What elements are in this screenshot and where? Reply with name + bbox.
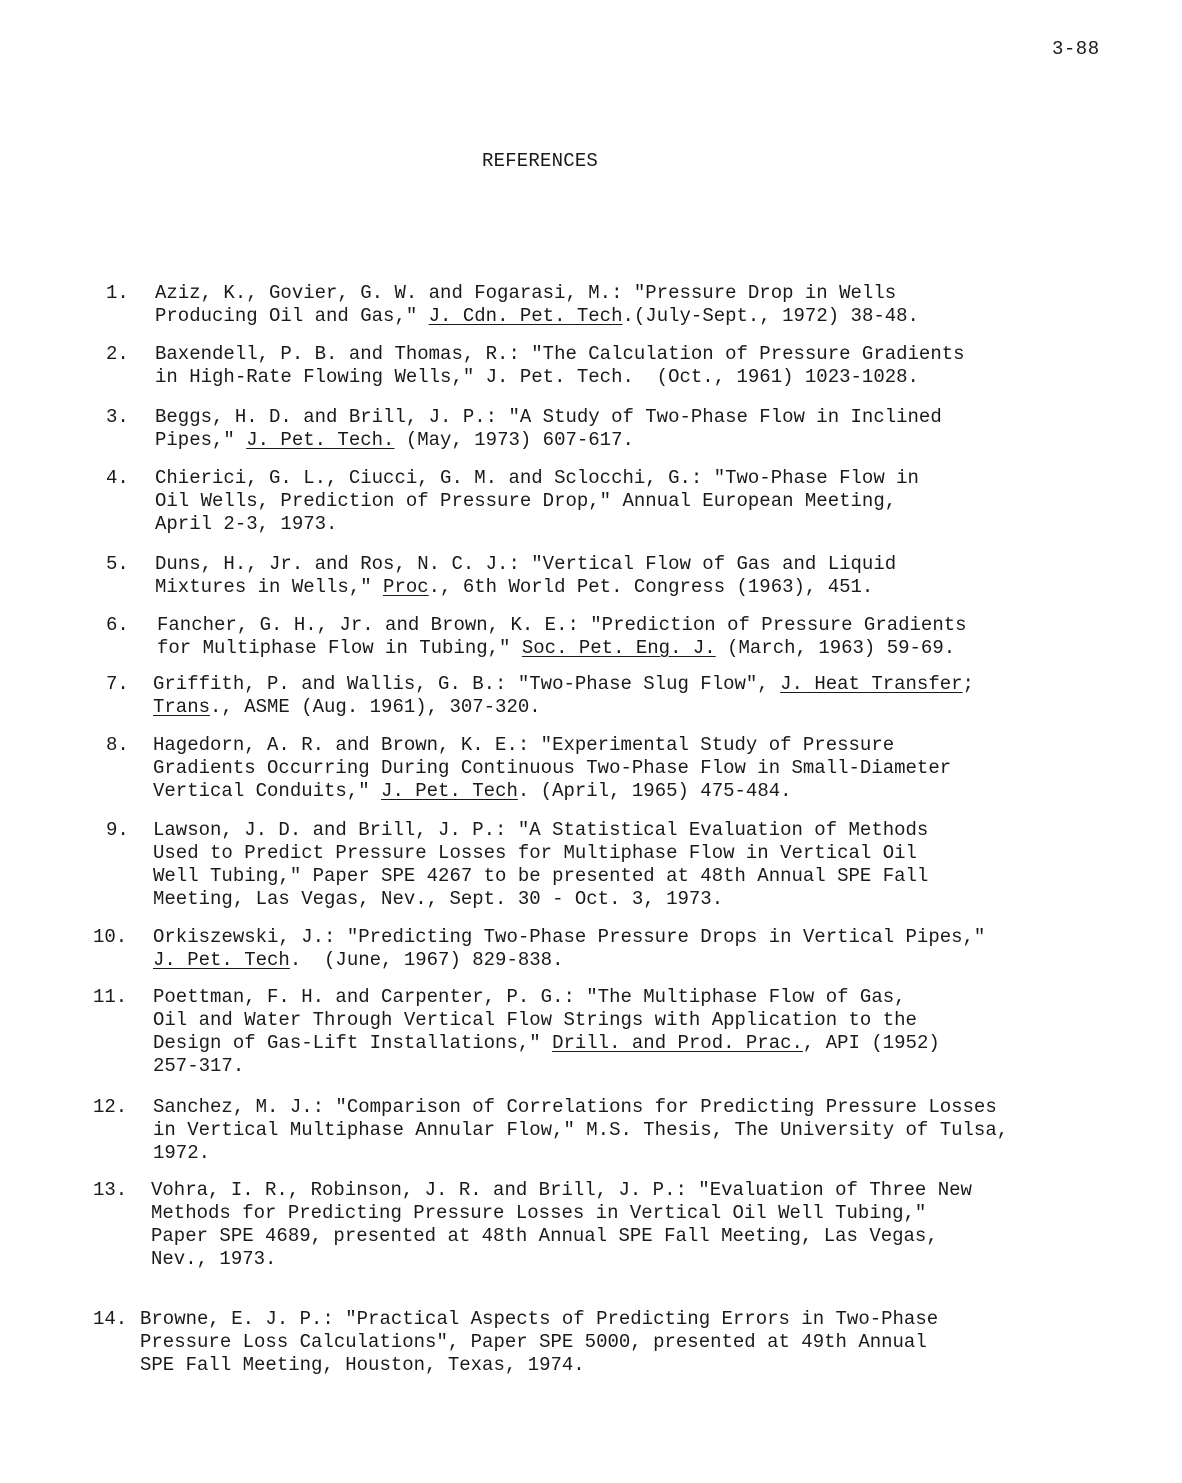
journal-title: J. Pet. Tech xyxy=(153,949,290,971)
reference-line: Producing Oil and Gas," J. Cdn. Pet. Tech.(July-Sept., 1972) 38-48. xyxy=(155,305,919,327)
reference-line: Duns, H., Jr. and Ros, N. C. J.: "Vertical Flow of Gas and Liquid xyxy=(155,553,897,575)
reference-line: Paper SPE 4689, presented at 48th Annual SPE Fall Meeting, Las Vegas, xyxy=(151,1225,938,1247)
journal-title: J. Cdn. Pet. Tech xyxy=(428,305,623,327)
journal-title: J. Pet. Tech xyxy=(381,780,518,802)
reference-line: Vertical Conduits," J. Pet. Tech. (April, 1965) 475-484. xyxy=(153,780,792,802)
reference-line: J. Pet. Tech. (June, 1967) 829-838. xyxy=(153,949,564,971)
reference-line: Chierici, G. L., Ciucci, G. M. and Sclocchi, G.: "Two-Phase Flow in xyxy=(155,467,919,489)
reference-line: Browne, E. J. P.: "Practical Aspects of Predicting Errors in Two-Phase xyxy=(140,1308,939,1330)
reference-line: in High-Rate Flowing Wells," J. Pet. Tech. (Oct., 1961) 1023-1028. xyxy=(155,366,919,388)
reference-line: Vohra, I. R., Robinson, J. R. and Brill, J. P.: "Evaluation of Three New xyxy=(151,1179,972,1201)
reference-line: Oil and Water Through Vertical Flow Strings with Application to the xyxy=(153,1009,917,1031)
reference-number: 1. xyxy=(106,282,129,304)
references-heading: REFERENCES xyxy=(482,150,599,172)
journal-title: Proc xyxy=(383,576,429,598)
reference-number: 10. xyxy=(93,926,128,948)
reference-line: for Multiphase Flow in Tubing," Soc. Pet. Eng. J. (March, 1963) 59-69. xyxy=(157,637,956,659)
reference-number: 2. xyxy=(106,343,129,365)
reference-number: 5. xyxy=(106,553,129,575)
reference-line: Meeting, Las Vegas, Nev., Sept. 30 - Oct. 3, 1973. xyxy=(153,888,724,910)
reference-number: 11. xyxy=(93,986,128,1008)
reference-number: 7. xyxy=(106,673,129,695)
reference-number: 8. xyxy=(106,734,129,756)
journal-title: J. Heat Transfer xyxy=(780,673,963,695)
reference-line: Trans., ASME (Aug. 1961), 307-320. xyxy=(153,696,541,718)
reference-line: SPE Fall Meeting, Houston, Texas, 1974. xyxy=(140,1354,585,1376)
reference-number: 4. xyxy=(106,467,129,489)
reference-line: Lawson, J. D. and Brill, J. P.: "A Statistical Evaluation of Methods xyxy=(153,819,929,841)
reference-line: Mixtures in Wells," Proc., 6th World Pet. Congress (1963), 451. xyxy=(155,576,874,598)
reference-number: 3. xyxy=(106,406,129,428)
reference-line: Aziz, K., Govier, G. W. and Fogarasi, M.: "Pressure Drop in Wells xyxy=(155,282,897,304)
journal-title: Drill. and Prod. Prac. xyxy=(552,1032,803,1054)
reference-line: Griffith, P. and Wallis, G. B.: "Two-Phase Slug Flow", J. Heat Transfer; xyxy=(153,673,974,695)
reference-line: Pressure Loss Calculations", Paper SPE 5000, presented at 49th Annual xyxy=(140,1331,927,1353)
reference-number: 6. xyxy=(106,614,129,636)
reference-line: Design of Gas-Lift Installations," Drill. and Prod. Prac., API (1952) xyxy=(153,1032,940,1054)
reference-line: Baxendell, P. B. and Thomas, R.: "The Calculation of Pressure Gradients xyxy=(155,343,965,365)
journal-title: Trans xyxy=(153,696,211,718)
reference-number: 9. xyxy=(106,819,129,841)
reference-line: Pipes," J. Pet. Tech. (May, 1973) 607-617. xyxy=(155,429,634,451)
reference-line: Beggs, H. D. and Brill, J. P.: "A Study of Two-Phase Flow in Inclined xyxy=(155,406,942,428)
reference-line: April 2-3, 1973. xyxy=(155,513,338,535)
reference-number: 14. xyxy=(93,1308,128,1330)
journal-title: Soc. Pet. Eng. J. xyxy=(521,637,716,659)
reference-number: 13. xyxy=(93,1179,128,1201)
reference-line: Nev., 1973. xyxy=(151,1248,277,1270)
reference-line: Oil Wells, Prediction of Pressure Drop," Annual European Meeting, xyxy=(155,490,897,512)
journal-title: J. Pet. Tech. xyxy=(246,429,395,451)
reference-line: 257-317. xyxy=(153,1055,245,1077)
reference-line: Orkiszewski, J.: "Predicting Two-Phase Pressure Drops in Vertical Pipes," xyxy=(153,926,986,948)
reference-line: Well Tubing," Paper SPE 4267 to be presented at 48th Annual SPE Fall xyxy=(153,865,929,887)
reference-number: 12. xyxy=(93,1096,128,1118)
reference-line: in Vertical Multiphase Annular Flow," M.S. Thesis, The University of Tulsa, xyxy=(153,1119,1009,1141)
reference-line: Used to Predict Pressure Losses for Multiphase Flow in Vertical Oil xyxy=(153,842,917,864)
reference-line: Poettman, F. H. and Carpenter, P. G.: "The Multiphase Flow of Gas, xyxy=(153,986,906,1008)
reference-line: Gradients Occurring During Continuous Two-Phase Flow in Small-Diameter xyxy=(153,757,952,779)
reference-line: 1972. xyxy=(153,1142,211,1164)
page-number: 3-88 xyxy=(1052,38,1100,60)
reference-line: Hagedorn, A. R. and Brown, K. E.: "Experimental Study of Pressure xyxy=(153,734,895,756)
reference-line: Sanchez, M. J.: "Comparison of Correlations for Predicting Pressure Losses xyxy=(153,1096,997,1118)
reference-line: Methods for Predicting Pressure Losses in Vertical Oil Well Tubing," xyxy=(151,1202,927,1224)
reference-line: Fancher, G. H., Jr. and Brown, K. E.: "Prediction of Pressure Gradients xyxy=(157,614,967,636)
